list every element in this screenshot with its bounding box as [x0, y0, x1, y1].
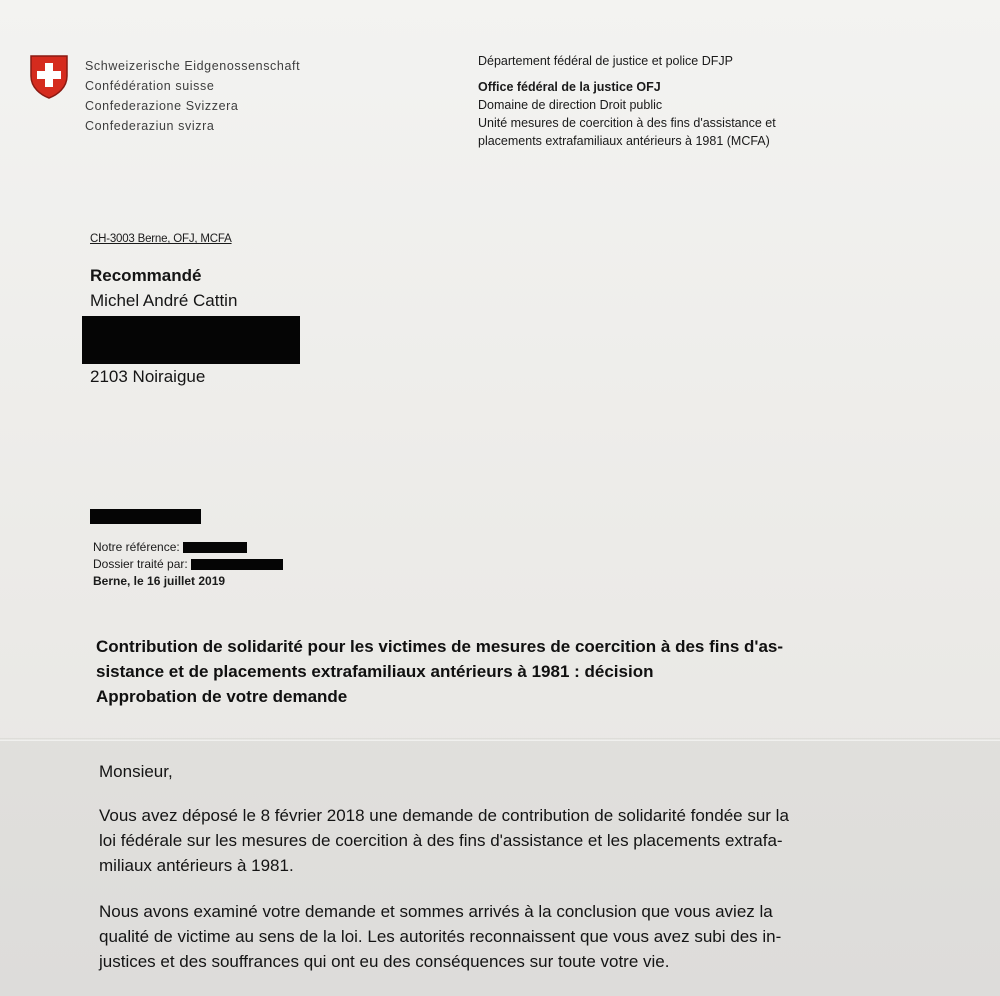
recipient-city: 2103 Noiraigue [90, 367, 206, 386]
paragraph-1-line-1: Vous avez déposé le 8 février 2018 une demande de contribution de solidarité fondée sur la [99, 806, 789, 825]
delivery-method: Recommandé [90, 266, 202, 285]
unit-line-1: Unité mesures de coercition à des fins d'assistance et [478, 116, 776, 130]
department-name: Département fédéral de justice et police DFJP [478, 54, 733, 68]
swiss-coat-of-arms-icon [29, 54, 69, 100]
unit-line-2: placements extrafamiliaux antérieurs à 1981 (MCFA) [478, 134, 770, 148]
confederation-name-de: Schweizerische Eidgenossenschaft [85, 59, 301, 73]
our-reference-label: Notre référence: [93, 540, 180, 554]
office-name: Office fédéral de la justice OFJ [478, 80, 661, 94]
date-line: Berne, le 16 juillet 2019 [93, 574, 226, 588]
confederation-name-fr: Confédération suisse [85, 79, 215, 93]
sender-line: CH-3003 Berne, OFJ, MCFA [90, 233, 232, 245]
subject-line-2: sistance et de placements extrafamiliaux antérieurs à 1981 : décision [96, 662, 654, 681]
recipient-address [90, 263, 237, 313]
dossier-line [93, 556, 283, 573]
redacted-dossier-handler [191, 559, 283, 570]
confederation-names [85, 56, 300, 136]
confederation-name-it: Confederazione Svizzera [85, 99, 239, 113]
redacted-reference-header [90, 509, 201, 524]
paragraph-1-line-2: loi fédérale sur les mesures de coercition à des fins d'assistance et les placements extrafa- [99, 831, 783, 850]
salutation: Monsieur, [99, 762, 173, 781]
subject-line-3: Approbation de votre demande [96, 687, 348, 706]
subject-line-1: Contribution de solidarité pour les victimes de mesures de coercition à des fins d'as- [96, 637, 784, 656]
paragraph-1 [99, 803, 789, 878]
paragraph-1-line-3: miliaux antérieurs à 1981. [99, 856, 294, 875]
paper-fold-line [0, 738, 1000, 741]
dossier-label: Dossier traité par: [93, 557, 188, 571]
our-reference-line [93, 539, 283, 556]
subject-heading [96, 634, 936, 709]
paragraph-2-line-1: Nous avons examiné votre demande et sommes arrivés à la conclusion que vous aviez la [99, 902, 773, 921]
paragraph-2 [99, 899, 781, 974]
department-block [478, 52, 776, 150]
domain-name: Domaine de direction Droit public [478, 98, 663, 112]
confederation-name-rm: Confederaziun svizra [85, 119, 215, 133]
redacted-street-address [82, 316, 300, 364]
paragraph-2-line-3: justices et des souffrances qui ont eu des conséquences sur toute votre vie. [99, 952, 670, 971]
reference-block [93, 539, 283, 590]
recipient-name: Michel André Cattin [90, 291, 238, 310]
redacted-reference-number [183, 542, 247, 553]
paragraph-2-line-2: qualité de victime au sens de la loi. Les autorités reconnaissent que vous avez subi des in- [99, 927, 782, 946]
